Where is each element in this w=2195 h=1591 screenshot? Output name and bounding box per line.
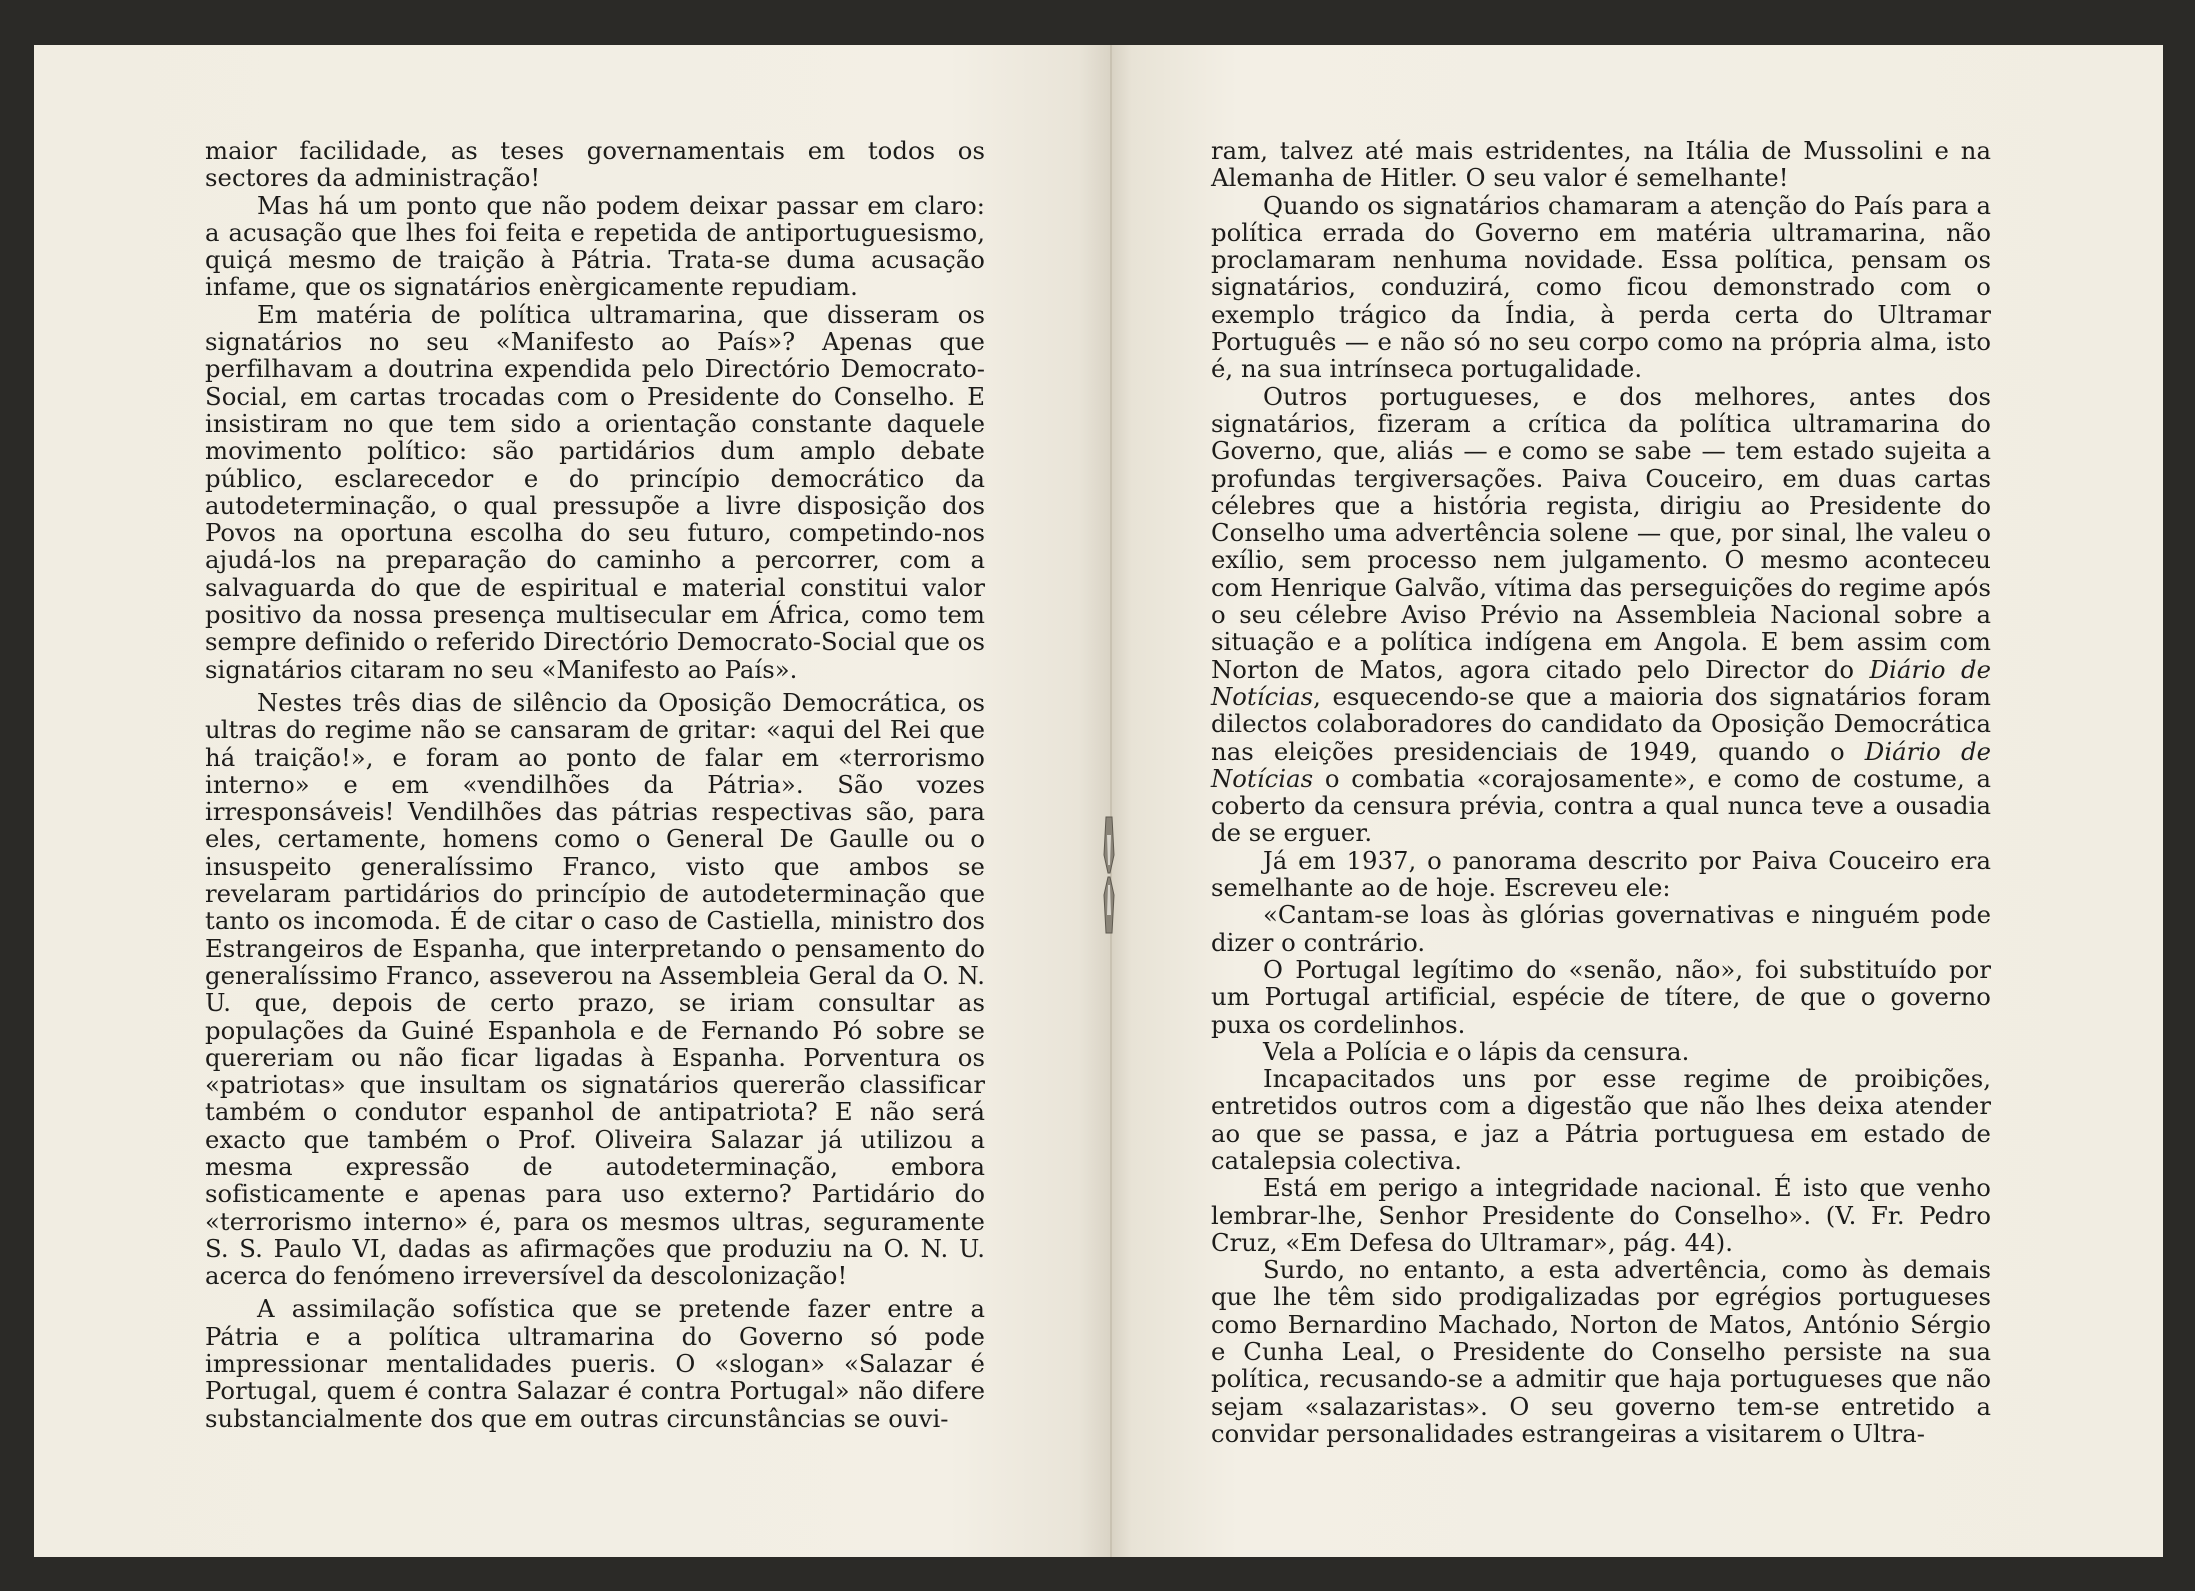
paragraph: Surdo, no entanto, a esta advertência, como às demais que lhe têm sido prodigalizadas por egrégios portugueses como Bernardino Machado, Norton de Matos, António Sérgio e Cunha Leal, o Presidente do Conselho persiste na sua política, recusando-se a admitir que haja portugueses que não sejam «salazaristas». O seu governo tem-se entretido a convidar personalidades estrangeiras a visitarem o Ultra-: [1211, 1255, 1991, 1448]
paragraph: Já em 1937, o panorama descrito por Paiva Couceiro era semelhante ao de hoje. Escreveu ele:: [1211, 845, 1991, 903]
paragraph: Quando os signatários chamaram a atenção do País para a política errada do Governo em matéria ultramarina, não proclamaram nenhuma novidade. Essa política, pensam os signatários, conduzirá, como ficou demonstrado com o exemplo trágico da Índia, à perda certa do Ultramar Português — e não só no seu corpo como na própria alma, isto é, na sua intrínseca portugalidade.: [1211, 190, 1991, 384]
quoted-paragraph: O Portugal legítimo do «senão, não», foi substituído por um Portugal artificial, espécie de títere, de que o governo puxa os cordelinhos.: [1211, 954, 1991, 1039]
paragraph: A assimilação sofística que se pretende fazer entre a Pátria e a política ultramarina do Governo só pode impressionar mentalidades pueris. O «slogan» «Salazar é Portugal, quem é contra Salazar é contra Portugal» não difere substancialmente dos que em outras circunstâncias se ouvi-: [205, 1294, 985, 1433]
binding-fold: [1110, 45, 1112, 1557]
paragraph: [1211, 383, 1991, 847]
paragraph: Nestes três dias de silêncio da Oposição Democrática, os ultras do regime não se cansaram de gritar: «aqui del Rei que há traição!», e foram ao ponto de falar em «terrorismo interno» e em «vendilhões da Pátria». São vozes irresponsáveis! Vendilhões das pátrias respectivas são, para eles, certamente, homens como o General De Gaulle ou o insuspeito generalíssimo Franco, visto que ambos se revelaram partidários do princípio de autodeterminação que tanto os incomoda. É de citar o caso de Castiella, ministro dos Estrangeiros de Espanha, que interpretando o pensamento do generalíssimo Franco, asseverou na Assembleia Geral da O. N. U. que, depois de certo prazo, se iriam consultar as populações da Guiné Espanhola e de Fernando Pó sobre se quereriam ou não ficar ligadas à Espanha. Porventura os «patriotas» que insultam os signatários quererão classificar também o condutor espanhol de antipatriota? E não será exacto que também o Prof. Oliveira Salazar já utilizou a mesma expressão de autodeterminação, embora sofisticamente e apenas para uso externo? Partidário do «terrorismo interno» é, para os mesmos ultras, seguramente S. S. Paulo VI, dadas as afirmações que produziu na O. N. U. acerca do fenómeno irreversível da descolonização!: [205, 687, 985, 1291]
paragraph: ram, talvez até mais estridentes, na Itália de Mussolini e na Alemanha de Hitler. O seu valor é semelhante!: [1211, 136, 1991, 193]
newspaper-title: Diário de Notícias: [1211, 654, 1991, 711]
paragraph-text: Outros portugueses, e dos melhores, antes dos signatários, fizeram a crítica da política ultramarina do Governo, que, aliás — e como se sabe — tem estado sujeita a profundas tergiversações. Paiva Couceiro, em duas cartas célebres que a história regista, dirigiu ao Presidente do Conselho uma advertência solene — que, por sinal, lhe valeu o exílio, sem processo nem julgamento. O mesmo aconteceu com Henrique Galvão, vítima das perseguições do regime após o seu célebre Aviso Prévio na Assembleia Nacional sobre a situação e a política indígena em Angola. E bem assim com Norton de Matos, agora citado pelo Director do: [1211, 381, 1991, 684]
paragraph: Em matéria de política ultramarina, que disseram os signatários no seu «Manifesto ao País»? Apenas que perfilhavam a doutrina expendida pelo Directório Democrato-Social, em cartas trocadas com o Presidente do Conselho. E insistiram no que tem sido a orientação constante daquele movimento político: são partidários dum amplo debate público, esclarecedor e do princípio democrático da autodeterminação, o qual pressupõe a livre disposição dos Povos na oportuna escolha do seu futuro, competindo-nos ajudá-los na preparação do caminho a percorrer, com a salvaguarda do que de espiritual e material constitui valor positivo da nossa presença multisecular em África, como tem sempre definido o referido Directório Democrato-Social que os signatários citaram no seu «Manifesto ao País».: [205, 299, 985, 684]
paragraph-text: o combatia «corajosamente», e como de costume, a coberto da censura prévia, contra a qual nunca teve a ousadia de se erguer.: [1211, 763, 1991, 848]
quoted-paragraph: Vela a Polícia e o lápis da censura.: [1263, 1036, 1690, 1066]
newspaper-title: Diário de Notícias: [1211, 736, 1991, 793]
quoted-paragraph: Está em perigo a integridade nacional. É isto que venho lembrar-lhe, Senhor Presidente do Conselho». (V. Fr. Pedro Cruz, «Em Defesa do Ultramar», pág. 44).: [1211, 1173, 1991, 1257]
paragraph: maior facilidade, as teses governamentais em todos os sectores da administração!: [205, 136, 985, 193]
left-page-text-column: [205, 137, 985, 1432]
paragraph-text: , esquecendo-se que a maioria dos signatários foram dilectos colaboradores do candidato da Oposição Democrática nas eleições presidenciais de 1949, quando o: [1211, 681, 1991, 766]
quoted-paragraph: «Cantam-se loas às glórias governativas e ninguém pode dizer o contrário.: [1211, 900, 1991, 957]
paragraph: Mas há um ponto que não podem deixar passar em claro: a acusação que lhes foi feita e repetida de antiportuguesismo, quiçá mesmo de traição à Pátria. Trata-se duma acusação infame, que os signatários enèrgicamente repudiam.: [205, 190, 985, 302]
quoted-paragraph: Incapacitados uns por esse regime de proibições, entretidos outros com a digestão que não lhes deixa atender ao que se passa, e jaz a Pátria portuguesa em estado de catalepsia colectiva.: [1211, 1064, 1991, 1175]
staple-icon: [1097, 815, 1121, 935]
right-page-text-column: [1211, 137, 1991, 1447]
